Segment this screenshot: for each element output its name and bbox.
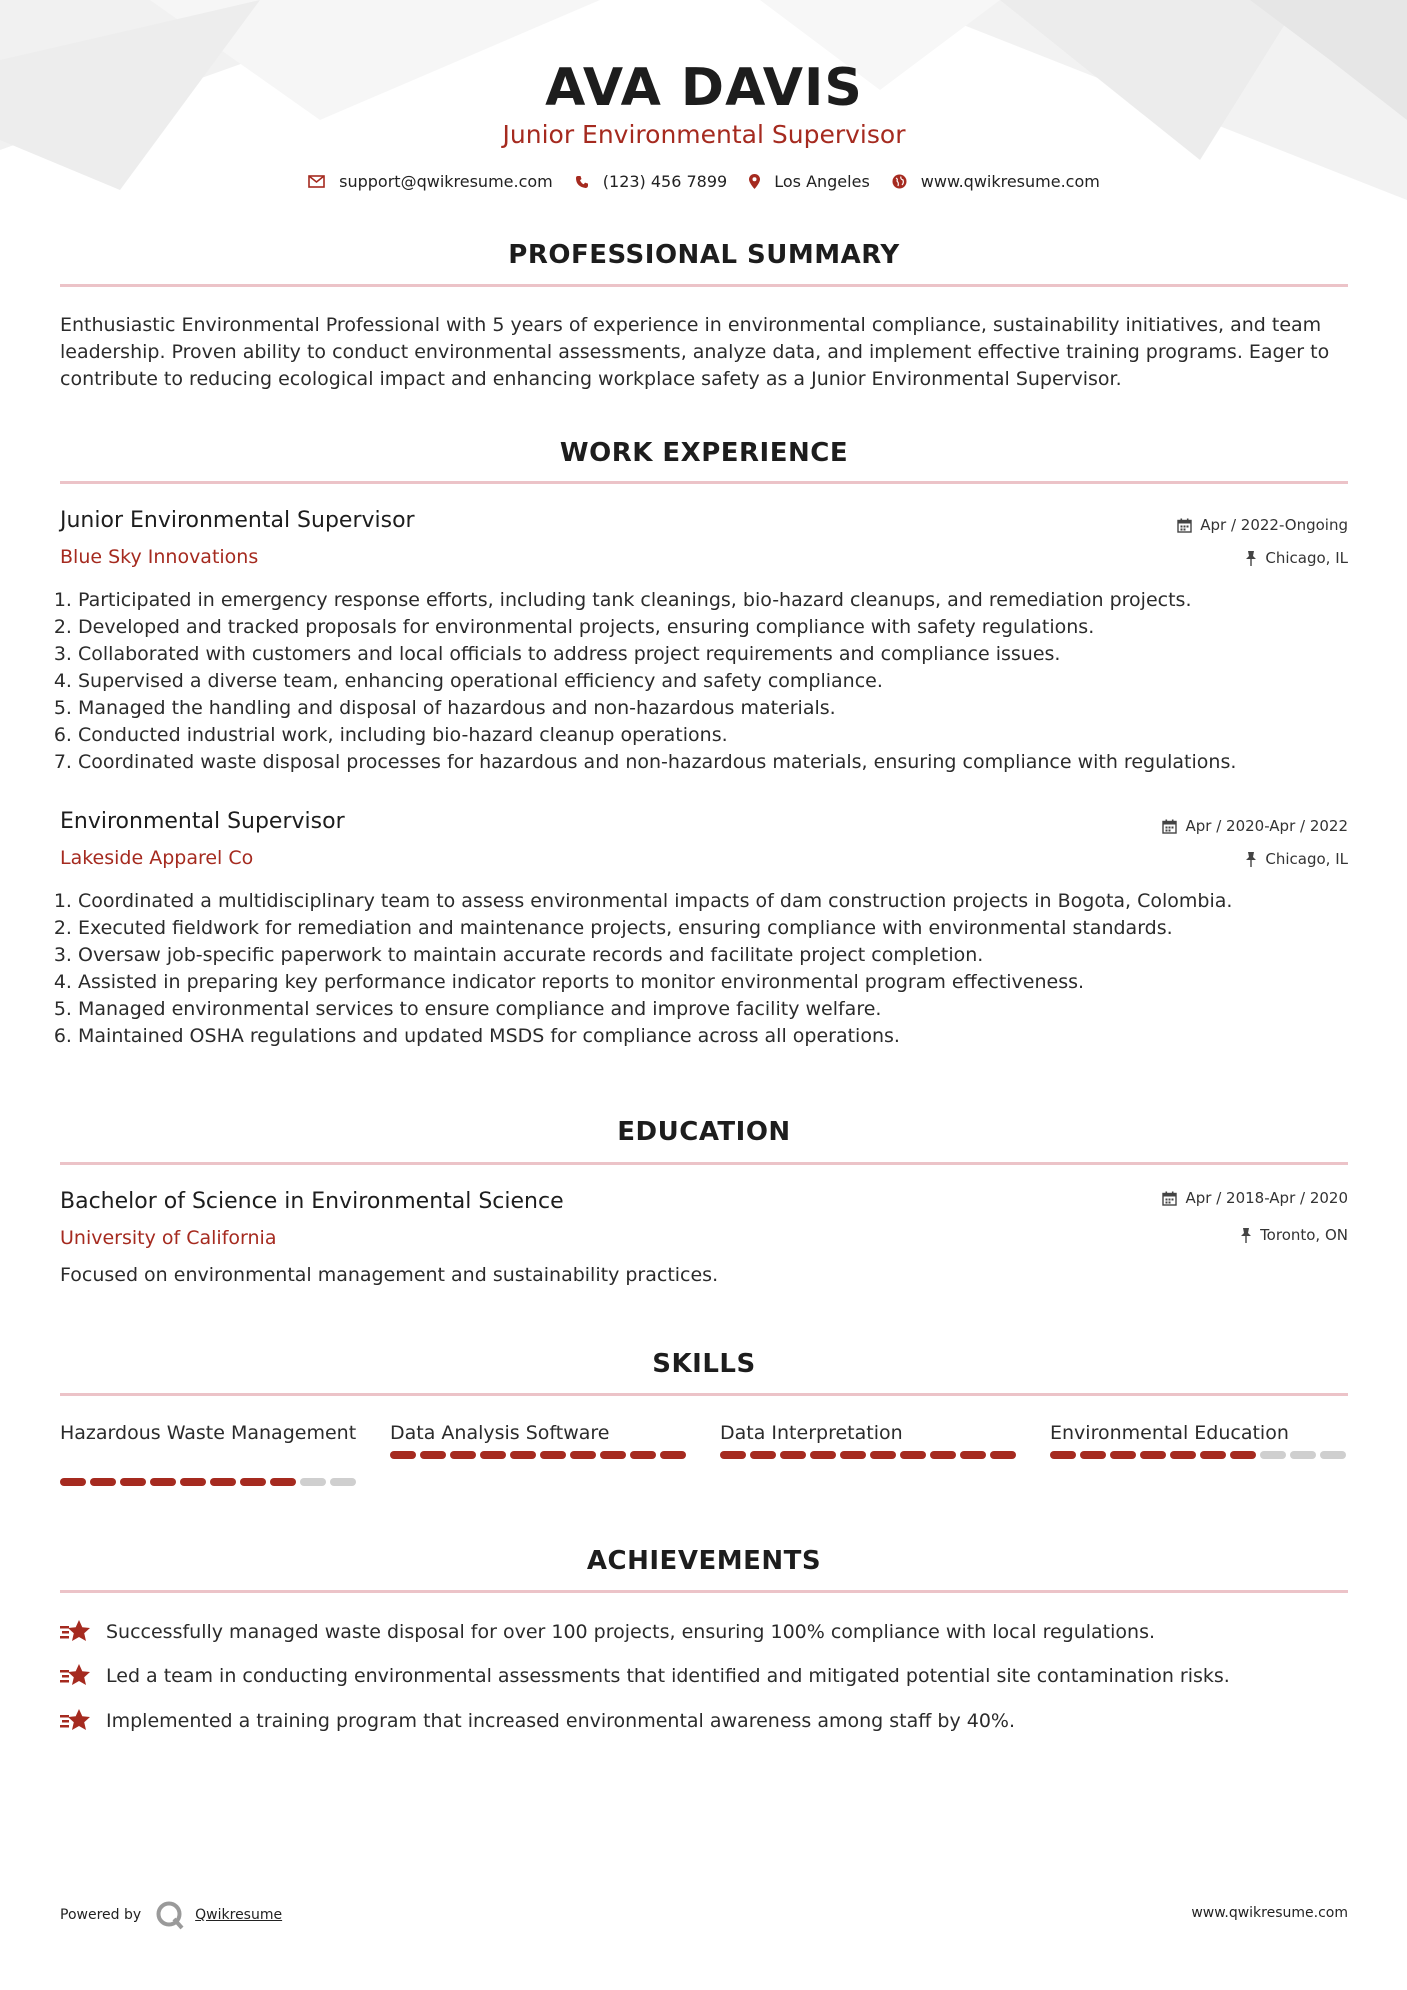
skill-dot-filled xyxy=(390,1451,416,1459)
skill-dot-filled xyxy=(210,1478,236,1486)
skill-name: Data Analysis Software xyxy=(390,1422,610,1444)
skill-item xyxy=(60,1420,360,1486)
pushpin-icon xyxy=(1245,852,1257,867)
star-badge-icon xyxy=(60,1662,92,1690)
skill-dot-empty xyxy=(300,1478,326,1486)
achievement-text: Implemented a training program that increased environmental awareness among staff by 40%. xyxy=(106,1710,1015,1732)
degree-title: Bachelor of Science in Environmental Science xyxy=(60,1189,564,1214)
skill-item xyxy=(390,1420,690,1459)
job-title: Junior Environmental Supervisor xyxy=(60,508,415,533)
skill-dot-filled xyxy=(90,1478,116,1486)
calendar-icon xyxy=(1162,819,1177,834)
summary-divider xyxy=(60,284,1348,287)
skill-dot-filled xyxy=(1170,1451,1196,1459)
contact-bar xyxy=(60,172,1348,191)
education-dates xyxy=(1162,1189,1348,1207)
achievements-divider xyxy=(60,1590,1348,1593)
job-location-text: Chicago, IL xyxy=(1265,549,1348,567)
skill-dot-filled xyxy=(900,1451,926,1459)
contact-location xyxy=(749,172,870,191)
education-location xyxy=(1240,1226,1348,1244)
skill-dot-filled xyxy=(720,1451,746,1459)
list-item: 3. Collaborated with customers and local officials to address project requirements and compliance issues. xyxy=(78,641,1366,668)
skill-dot-filled xyxy=(510,1451,536,1459)
skill-dot-empty xyxy=(330,1478,356,1486)
star-badge-icon xyxy=(60,1707,92,1735)
list-item: 1. Coordinated a multidisciplinary team to assess environmental impacts of dam construction projects in Bogota, Colombia. xyxy=(78,888,1366,915)
list-item: 2. Developed and tracked proposals for environmental projects, ensuring compliance with safety regulations. xyxy=(78,614,1366,641)
list-item: 1. Participated in emergency response efforts, including tank cleanings, bio-hazard cleanups, and remediation projects. xyxy=(78,587,1366,614)
star-badge-icon xyxy=(60,1618,92,1646)
contact-website[interactable] xyxy=(892,172,1100,191)
skill-dot-filled xyxy=(840,1451,866,1459)
company-name: Lakeside Apparel Co xyxy=(60,847,254,869)
skill-dot-filled xyxy=(150,1478,176,1486)
list-item: 4. Assisted in preparing key performance indicator reports to monitor environmental program effectiveness. xyxy=(78,969,1366,996)
job-dates-text: Apr / 2022-Ongoing xyxy=(1200,516,1348,534)
list-item: 5. Managed the handling and disposal of hazardous and non-hazardous materials. xyxy=(78,695,1366,722)
skill-dot-empty xyxy=(1320,1451,1346,1459)
skill-dot-filled xyxy=(870,1451,896,1459)
job-bullets xyxy=(60,587,1366,776)
list-item: 6. Conducted industrial work, including bio-hazard cleanup operations. xyxy=(78,722,1366,749)
powered-by-label: Powered by xyxy=(60,1907,142,1923)
qwikresume-logo-icon xyxy=(155,1900,185,1930)
achievement-item xyxy=(60,1662,1348,1690)
skill-rating xyxy=(720,1451,1020,1459)
skill-dot-filled xyxy=(1140,1451,1166,1459)
envelope-icon xyxy=(308,175,325,188)
skill-dot-filled xyxy=(570,1451,596,1459)
skill-dot-filled xyxy=(120,1478,146,1486)
brand-link[interactable]: Qwikresume xyxy=(195,1907,283,1923)
contact-location-text: Los Angeles xyxy=(774,172,870,191)
contact-email-text: support@qwikresume.com xyxy=(339,172,553,191)
skill-dot-filled xyxy=(480,1451,506,1459)
education-location-text: Toronto, ON xyxy=(1260,1226,1348,1244)
skill-dot-filled xyxy=(180,1478,206,1486)
pushpin-icon xyxy=(1245,551,1257,566)
calendar-icon xyxy=(1177,518,1192,533)
map-pin-icon xyxy=(749,174,760,189)
achievement-item xyxy=(60,1707,1348,1735)
skill-dot-filled xyxy=(600,1451,626,1459)
education-dates-text: Apr / 2018-Apr / 2020 xyxy=(1185,1189,1348,1207)
list-item: 6. Maintained OSHA regulations and updated MSDS for compliance across all operations. xyxy=(78,1023,1366,1050)
skill-dot-filled xyxy=(1110,1451,1136,1459)
skill-item xyxy=(720,1420,1020,1459)
contact-website-text: www.qwikresume.com xyxy=(920,172,1100,191)
list-item: 5. Managed environmental services to ensure compliance and improve facility welfare. xyxy=(78,996,1366,1023)
skill-item xyxy=(1050,1420,1350,1459)
calendar-icon xyxy=(1162,1191,1177,1206)
footer-branding xyxy=(60,1900,282,1930)
experience-heading: WORK EXPERIENCE xyxy=(559,438,849,468)
contact-email[interactable] xyxy=(308,172,553,191)
summary-heading: PROFESSIONAL SUMMARY xyxy=(508,240,900,270)
footer-website[interactable]: www.qwikresume.com xyxy=(1191,1905,1348,1921)
education-heading: EDUCATION xyxy=(617,1117,791,1147)
list-item: 2. Executed fieldwork for remediation and maintenance projects, ensuring compliance with environmental standards. xyxy=(78,915,1366,942)
skill-dot-filled xyxy=(810,1451,836,1459)
contact-phone-text: (123) 456 7899 xyxy=(602,172,728,191)
list-item: 3. Oversaw job-specific paperwork to maintain accurate records and facilitate project completion. xyxy=(78,942,1366,969)
achievements-heading: ACHIEVEMENTS xyxy=(586,1546,822,1576)
skill-dot-filled xyxy=(1230,1451,1256,1459)
candidate-name: AVA DAVIS xyxy=(545,58,863,118)
job-bullets xyxy=(60,888,1366,1050)
job-dates xyxy=(1177,516,1348,534)
list-item: 4. Supervised a diverse team, enhancing operational efficiency and safety compliance. xyxy=(78,668,1366,695)
skill-name: Data Interpretation xyxy=(720,1422,903,1444)
skill-dot-filled xyxy=(990,1451,1016,1459)
skill-rating xyxy=(1050,1451,1350,1459)
globe-icon xyxy=(892,174,907,189)
skills-divider xyxy=(60,1393,1348,1396)
candidate-role: Junior Environmental Supervisor xyxy=(502,120,906,149)
skill-dot-filled xyxy=(240,1478,266,1486)
skill-dot-filled xyxy=(1050,1451,1076,1459)
skill-dot-empty xyxy=(1260,1451,1286,1459)
skill-dot-filled xyxy=(930,1451,956,1459)
pushpin-icon xyxy=(1240,1228,1252,1243)
skill-dot-filled xyxy=(660,1451,686,1459)
skill-name: Environmental Education xyxy=(1050,1422,1289,1444)
skill-dot-filled xyxy=(450,1451,476,1459)
skill-dot-filled xyxy=(1200,1451,1226,1459)
skill-rating xyxy=(390,1451,690,1459)
skill-dot-filled xyxy=(1080,1451,1106,1459)
skill-dot-filled xyxy=(960,1451,986,1459)
skills-heading: SKILLS xyxy=(652,1349,756,1379)
job-location-text: Chicago, IL xyxy=(1265,850,1348,868)
phone-icon xyxy=(575,175,589,189)
experience-divider xyxy=(60,481,1348,484)
achievement-text: Led a team in conducting environmental assessments that identified and mitigated potential site contamination risks. xyxy=(106,1665,1230,1687)
job-location xyxy=(1245,850,1348,868)
skill-dot-empty xyxy=(1290,1451,1316,1459)
skill-dot-filled xyxy=(420,1451,446,1459)
skill-dot-filled xyxy=(60,1478,86,1486)
job-dates-text: Apr / 2020-Apr / 2022 xyxy=(1185,817,1348,835)
job-dates xyxy=(1162,817,1348,835)
skill-dot-filled xyxy=(540,1451,566,1459)
company-name: Blue Sky Innovations xyxy=(60,546,259,568)
skill-dot-filled xyxy=(780,1451,806,1459)
skill-name: Hazardous Waste Management xyxy=(60,1422,357,1444)
school-name: University of California xyxy=(60,1227,277,1249)
skill-dot-filled xyxy=(270,1478,296,1486)
skill-dot-filled xyxy=(630,1451,656,1459)
contact-phone[interactable] xyxy=(575,172,727,191)
list-item: 7. Coordinated waste disposal processes for hazardous and non-hazardous materials, ensuring compliance with regulations. xyxy=(78,749,1366,776)
job-title: Environmental Supervisor xyxy=(60,809,345,834)
achievement-text: Successfully managed waste disposal for over 100 projects, ensuring 100% compliance with local regulations. xyxy=(106,1621,1156,1643)
education-divider xyxy=(60,1162,1348,1165)
skill-rating xyxy=(60,1478,360,1486)
job-location xyxy=(1245,549,1348,567)
achievement-item xyxy=(60,1618,1348,1646)
skill-dot-filled xyxy=(750,1451,776,1459)
summary-text: Enthusiastic Environmental Professional with 5 years of experience in environmental compliance, sustainability initiatives, and team leadership. Proven ability to conduct environmental assessments, analyze data, and implement effective training programs. Eager to contribute to reducing ecological impact and enhancing workplace safety as a Junior Environmental Supervisor. xyxy=(60,314,1330,390)
education-description: Focused on environmental management and sustainability practices. xyxy=(60,1264,719,1286)
